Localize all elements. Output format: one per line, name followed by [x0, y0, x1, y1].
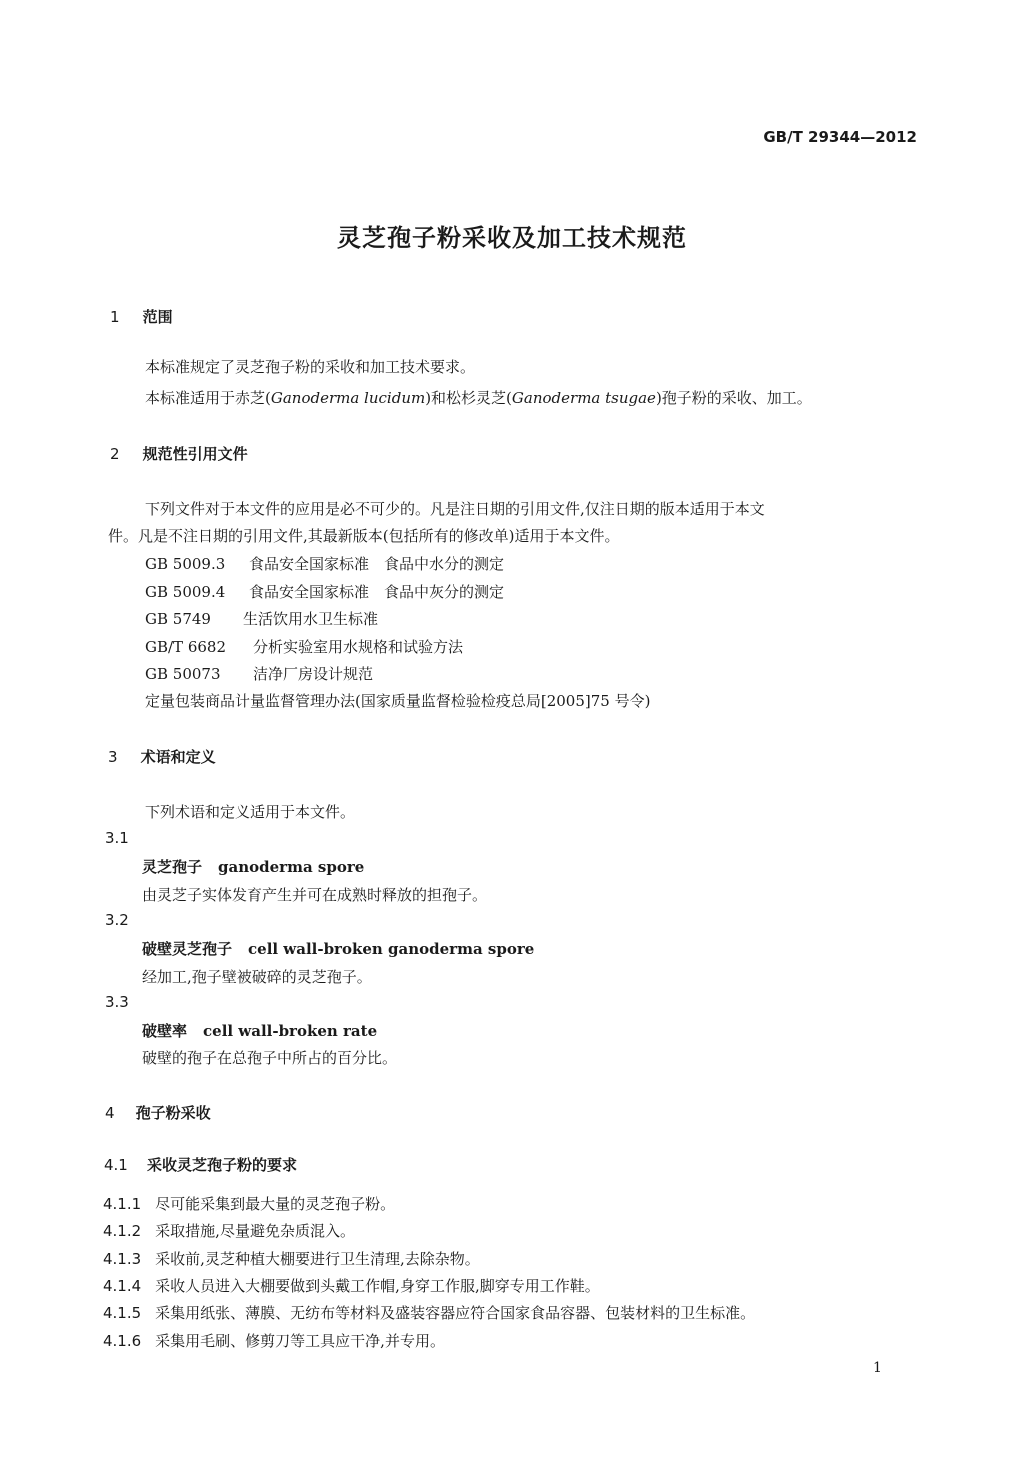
reference-title: 食品安全国家标准 食品中灰分的测定: [249, 583, 505, 601]
section-title: 范围: [142, 308, 173, 326]
clause-text: 采收前,灵芝种植大棚要进行卫生清理,去除杂物。: [155, 1250, 480, 1268]
term-english: cell wall-broken ganoderma spore: [248, 940, 535, 958]
text-segment: )孢子粉的采收、加工。: [655, 389, 812, 407]
section-3-heading: [108, 746, 216, 767]
standard-code: GB/T 29344—2012: [763, 128, 917, 146]
term-chinese: 破壁率: [142, 1022, 188, 1040]
clause-text: 采集用毛刷、修剪刀等工具应干净,并专用。: [155, 1332, 445, 1350]
reference-item: [145, 581, 504, 602]
term-heading: [142, 938, 534, 959]
clause-item: [103, 1193, 395, 1214]
references-intro-line-2: 件。凡是不注日期的引用文件,其最新版本(包括所有的修改单)适用于本文件。: [108, 527, 620, 545]
section-number: 2: [110, 445, 120, 463]
reference-item: [145, 663, 373, 684]
scope-paragraph-2: [145, 387, 812, 408]
subsection-number: 4.1: [104, 1156, 128, 1174]
reference-code: GB/T 6682: [145, 638, 227, 656]
clause-number: 4.1.4: [103, 1277, 142, 1295]
clause-text: 尽可能采集到最大量的灵芝孢子粉。: [155, 1195, 396, 1213]
section-4-heading: [105, 1102, 211, 1123]
reference-title: 生活饮用水卫生标准: [243, 610, 379, 628]
terms-intro: 下列术语和定义适用于本文件。: [145, 803, 356, 821]
clause-item: [103, 1275, 600, 1296]
term-definition: 经加工,孢子壁被破碎的灵芝孢子。: [142, 968, 372, 986]
clause-item: [103, 1330, 445, 1351]
term-definition: 由灵芝子实体发育产生并可在成熟时释放的担孢子。: [142, 886, 488, 904]
term-english: ganoderma spore: [218, 858, 365, 876]
reference-code: GB 5009.4: [145, 583, 226, 601]
clause-item: [103, 1302, 755, 1323]
section-2-heading: [110, 443, 248, 464]
term-definition: 破壁的孢子在总孢子中所占的百分比。: [142, 1049, 398, 1067]
reference-code: GB 50073: [145, 665, 221, 683]
reference-item: [145, 636, 463, 657]
reference-title: 分析实验室用水规格和试验方法: [253, 638, 464, 656]
clause-item: [103, 1248, 480, 1269]
clause-number: 4.1.6: [103, 1332, 142, 1350]
page-number: 1: [873, 1360, 882, 1376]
section-title: 术语和定义: [140, 748, 216, 766]
section-number: 1: [110, 308, 120, 326]
clause-number: 4.1.2: [103, 1222, 142, 1240]
section-number: 3: [108, 748, 118, 766]
subsection-heading: [104, 1154, 297, 1175]
clause-number: 4.1.1: [103, 1195, 142, 1213]
scope-paragraph-1: 本标准规定了灵芝孢子粉的采收和加工技术要求。: [145, 358, 476, 376]
term-chinese: 破壁灵芝孢子: [142, 940, 233, 958]
document-title: 灵芝孢子粉采收及加工技术规范: [337, 224, 687, 252]
clause-number: 4.1.5: [103, 1304, 142, 1322]
term-chinese: 灵芝孢子: [142, 858, 203, 876]
clause-text: 采集用纸张、薄膜、无纺布等材料及盛装容器应符合国家食品容器、包装材料的卫生标准。: [155, 1304, 756, 1322]
reference-code: GB 5749: [145, 610, 211, 628]
term-number: 3.3: [105, 993, 129, 1011]
latin-name: Ganoderma tsugae: [511, 389, 656, 407]
reference-title: 洁净厂房设计规范: [253, 665, 374, 683]
section-title: 孢子粉采收: [135, 1104, 211, 1122]
reference-item-regulation: 定量包装商品计量监督管理办法(国家质量监督检验检疫总局[2005]75 号令): [145, 692, 651, 710]
section-number: 4: [105, 1104, 115, 1122]
clause-text: 采取措施,尽量避免杂质混入。: [155, 1222, 355, 1240]
term-english: cell wall-broken rate: [203, 1022, 378, 1040]
clause-text: 采收人员进入大棚要做到头戴工作帽,身穿工作服,脚穿专用工作鞋。: [155, 1277, 600, 1295]
latin-name: Ganoderma lucidum: [270, 389, 426, 407]
clause-item: [103, 1220, 355, 1241]
references-intro-line-1: 下列文件对于本文件的应用是必不可少的。凡是注日期的引用文件,仅注日期的版本适用于本文: [145, 500, 765, 518]
term-number: 3.1: [105, 829, 129, 847]
section-title: 规范性引用文件: [142, 445, 248, 463]
section-1-heading: [110, 306, 173, 327]
term-number: 3.2: [105, 911, 129, 929]
reference-title: 食品安全国家标准 食品中水分的测定: [249, 555, 505, 573]
reference-code: GB 5009.3: [145, 555, 226, 573]
term-heading: [142, 856, 364, 877]
reference-item: [145, 553, 504, 574]
reference-item: [145, 608, 378, 629]
term-heading: [142, 1020, 377, 1041]
subsection-title: 采收灵芝孢子粉的要求: [146, 1156, 297, 1174]
clause-number: 4.1.3: [103, 1250, 142, 1268]
text-segment: 本标准适用于赤芝(: [145, 389, 271, 407]
text-segment: )和松杉灵芝(: [425, 389, 512, 407]
